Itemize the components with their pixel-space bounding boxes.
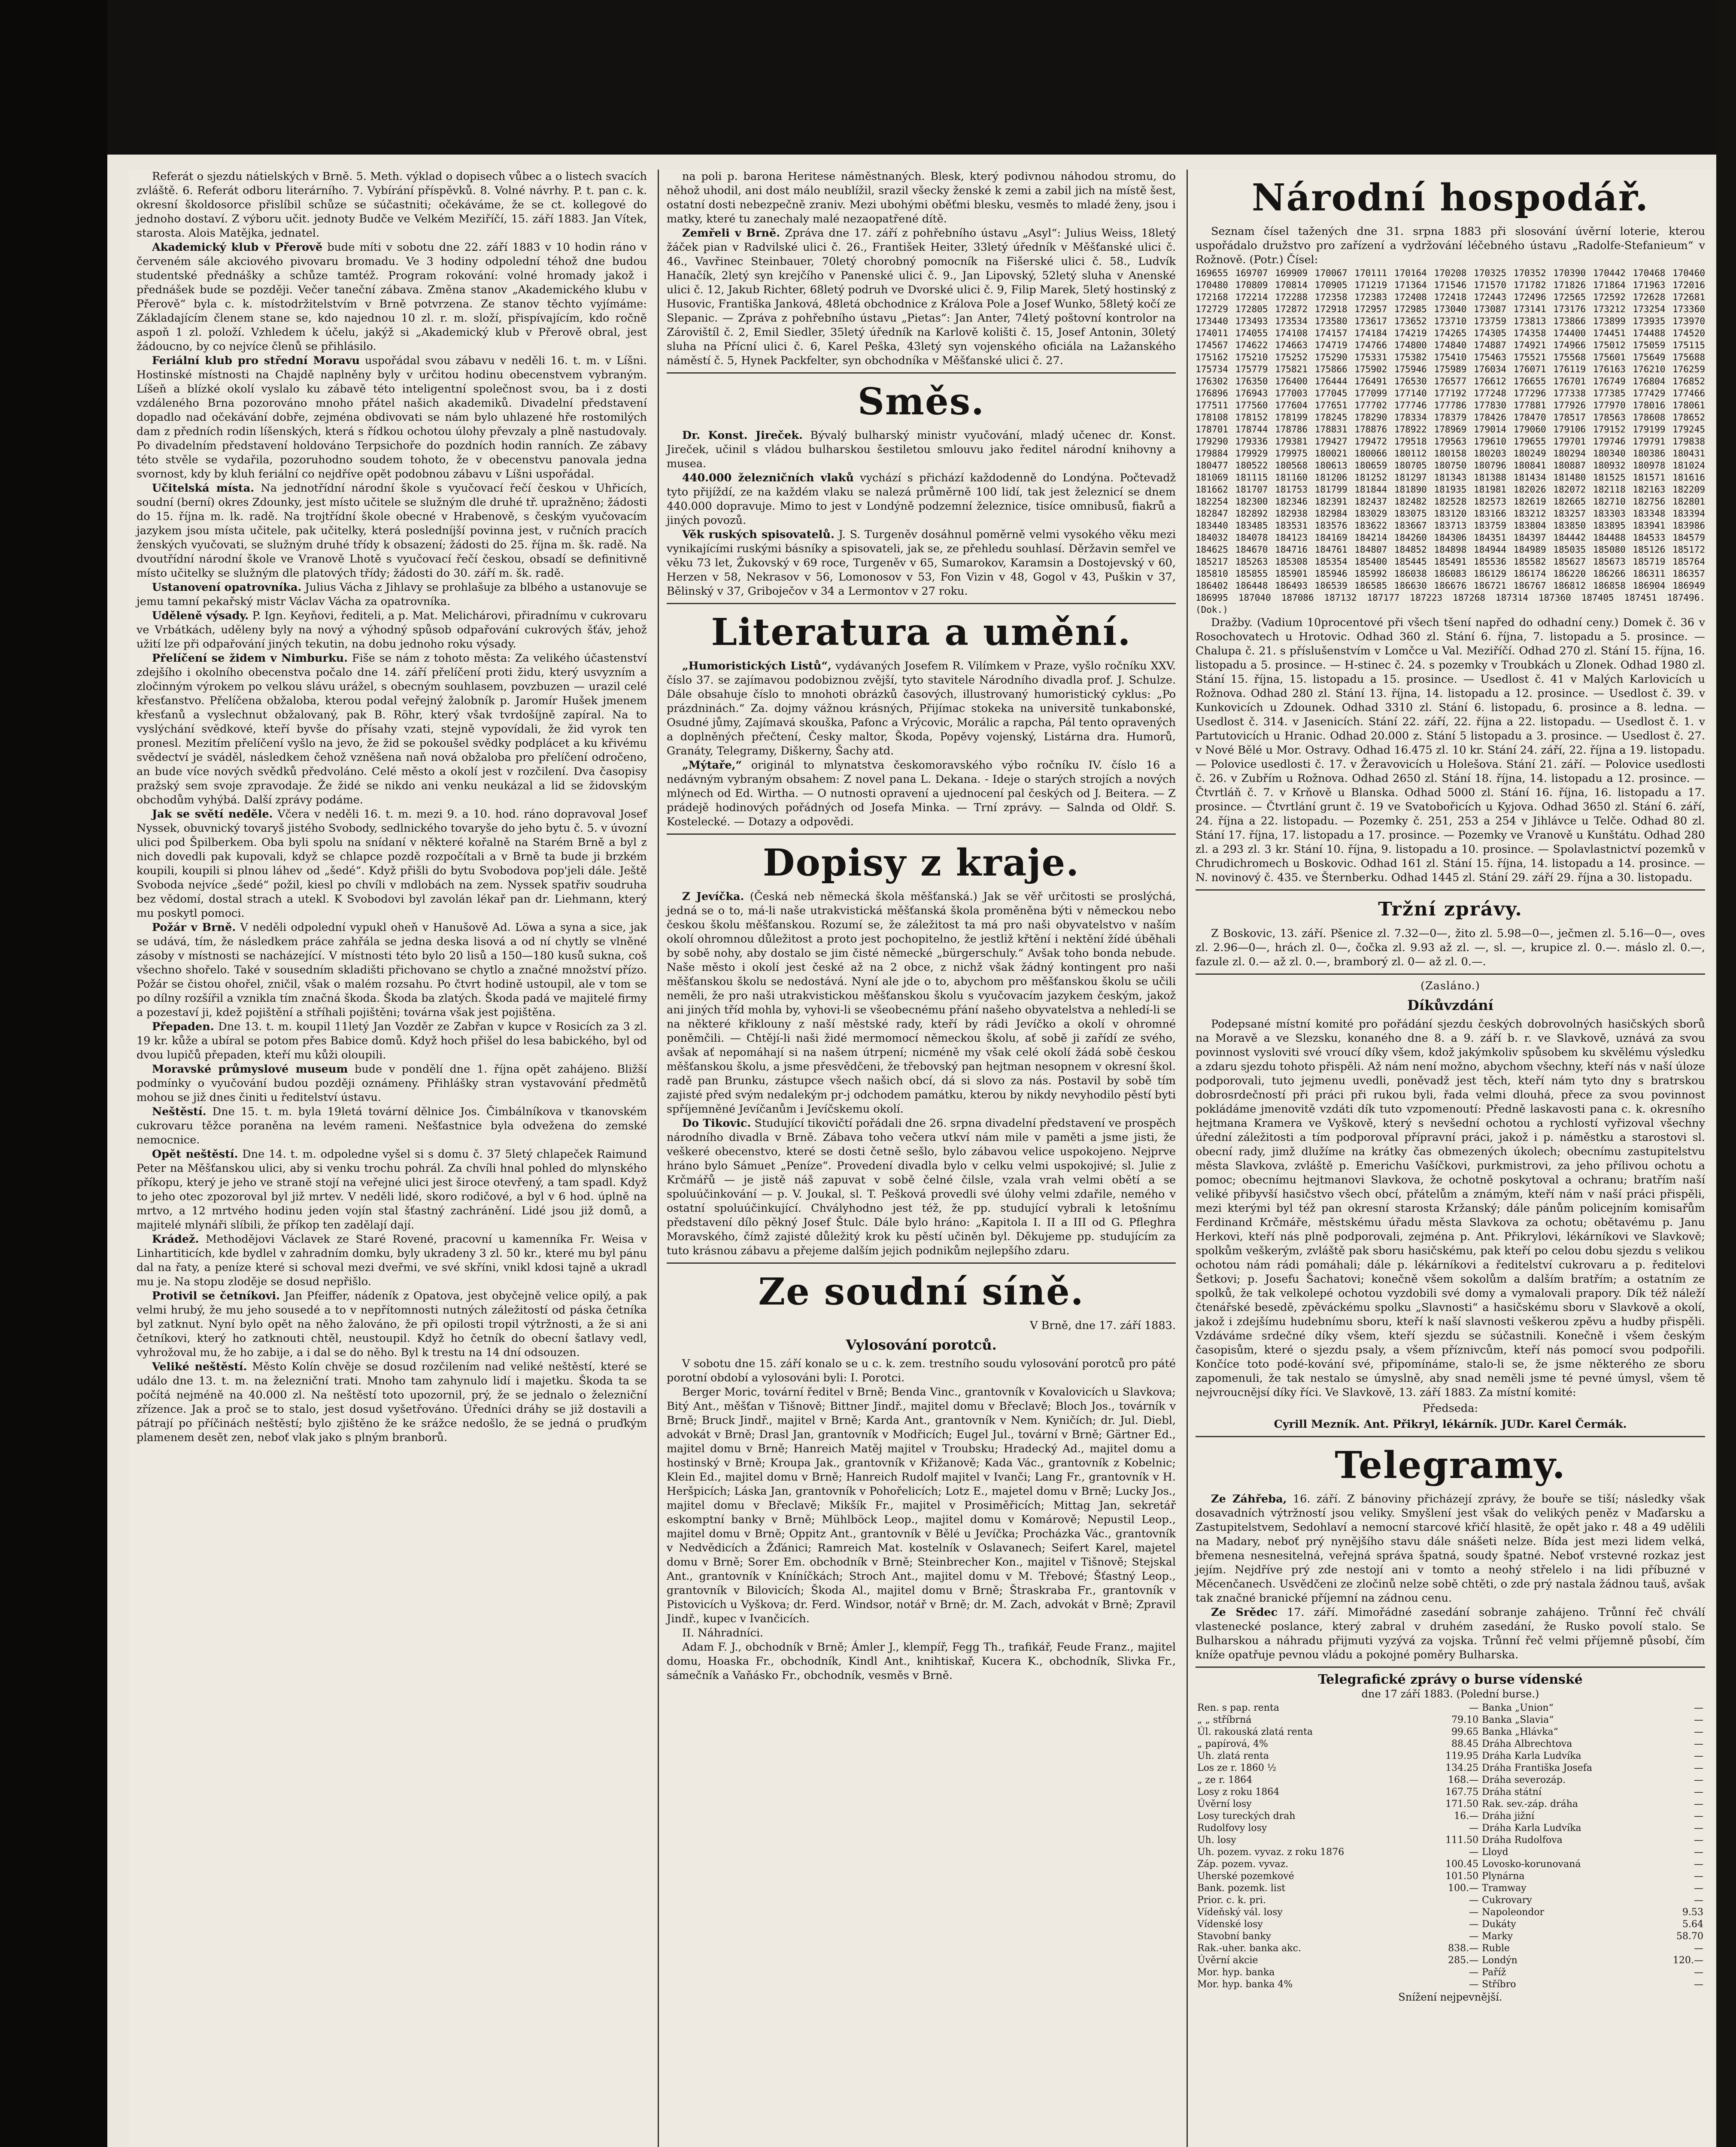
quote-value: —: [1694, 1835, 1703, 1846]
section-literatura: [667, 659, 1176, 829]
article-lead: Uděleně výsady.: [152, 609, 249, 622]
article-paragraph: [667, 1626, 1176, 1640]
section-title-literatura: Literatura a umění.: [711, 611, 1132, 654]
quote-row: [1196, 1762, 1705, 1774]
article-lead: Dr. Konst. Jireček.: [682, 429, 803, 442]
article-paragraph: [137, 1289, 647, 1360]
quote-value: —: [1694, 1859, 1703, 1870]
quote-value: 167.75: [1445, 1787, 1479, 1797]
quote-row: [1196, 1726, 1705, 1738]
article-lead: Neštěstí.: [152, 1105, 206, 1118]
article-lead: Ze Záhřeba,: [1211, 1493, 1287, 1505]
quote-row: [1196, 1750, 1705, 1762]
quote-label: Uh. pozem. vyvaz. z roku 1876: [1197, 1847, 1344, 1858]
scan-border-right: [1716, 0, 1736, 2147]
quote-label: Dráha Karla Ludvíka: [1482, 1823, 1581, 1834]
article-body: V sobotu dne 15. září konalo se u c. k. zem. trestního soudu vylosování porotců pro páté porotní období a vylosováni byli: I. Porotci.: [667, 1357, 1176, 1384]
quote-value: —: [1694, 1787, 1703, 1797]
quote-label: Mor. hyp. banka 4%: [1197, 1979, 1293, 1990]
article-paragraph: [137, 240, 647, 354]
quote-value: —: [1694, 1739, 1703, 1749]
quote-value: —: [1694, 1847, 1703, 1858]
quote-row: [1196, 1931, 1705, 1943]
article-paragraph: [667, 659, 1176, 758]
quote-label: Lloyd: [1482, 1847, 1508, 1858]
article-body: vydávaných Josefem R. Vilímkem v Praze, vyšlo ročníku XXV. číslo 37. se zajímavou podobiznou zvější, tyto stavitele Národního divadla prof. J. Schulze. Dále obsahuje číslo to mnohoti obrázků časových, illustrovaný humoristický cyklus: „Po prázdninách.“ Za. dojmy vážnou krásných, Přijímac stokeka na universitě tunkabonské, Osudné jůmy, Zajímavá skouška, Pafonc a Vrýcovic, Morálic a rapcha, Pál tento opravených a doplněných přečtení, Česky maltor, Škoda, Popěvy vojenský, Listárna dra. Humorů, Granáty, Telegramy, Diškerny, Šachy atd.: [667, 660, 1176, 757]
section-title-smes: Směs.: [857, 380, 985, 423]
quote-value: —: [1694, 1895, 1703, 1906]
article-paragraph: [1196, 1606, 1705, 1662]
quote-value: 111.50: [1445, 1835, 1479, 1846]
quote-value: —: [1469, 1847, 1479, 1858]
quote-label: Lovosko-korunovaná: [1482, 1859, 1581, 1870]
article-paragraph: [137, 807, 647, 921]
quote-value: —: [1694, 1943, 1703, 1954]
quote-label: Ren. s pap. renta: [1197, 1703, 1279, 1713]
quote-value: 79.10: [1451, 1715, 1479, 1725]
article-body: Julius Vácha z Jihlavy se prohlašuje za blbého a ustanovuje se jemu tamní pekařský mistr Václav Vácha za opatrovníka.: [137, 581, 647, 608]
article-body: Referát o sjezdu nátielských v Brně. 5. Meth. výklad o dopisech vůbec a o listech svacích zvláště. 6. Referát odboru literárního. 7. Vybírání příspěvků. 8. Volné návrhy. P. t. pan c. k. okresní školdosorce přislíbil schůze se súčastniti; očekáváme, že se ct. kollegové do jednoho dostaví. Z výboru učit. jednoty Budče ve Velkém Meziříčí, 15. září 1883. Jan Vítek, starosta. Alois Matějka, jednatel.: [137, 170, 647, 240]
divider: [1196, 1667, 1705, 1668]
quote-label: Záp. pozem. vyvaz.: [1197, 1859, 1289, 1870]
article-body: Methodějovi Václavek ze Staré Rovené, pracovní u kamenníka Fr. Weisa v Linhartiticích, kde bydlel v zahradním domku, byly ukradeny 3 zl. 50 kr., které mu byl pánu dal na řaty, a peníze které si schoval mezi dveřmi, ve své skříni, vnikl kdosi tajně a ukradl mu je. Na stopu zloděje se dosud nepřišlo.: [137, 1233, 647, 1288]
quote-label: Plynárna: [1482, 1871, 1525, 1882]
newspaper-sheet: [129, 170, 1713, 2147]
quote-value: 99.65: [1451, 1727, 1479, 1737]
article-paragraph: [137, 354, 647, 481]
quote-value: 168.—: [1448, 1775, 1479, 1785]
quote-row: [1196, 1955, 1705, 1967]
quote-row: [1196, 1846, 1705, 1858]
quote-label: Dráha severozáp.: [1482, 1775, 1566, 1785]
scan-border-top: [107, 0, 1736, 155]
quote-value: 9.53: [1682, 1907, 1703, 1918]
quote-value: 5.64: [1682, 1919, 1703, 1930]
quote-label: Ruble: [1482, 1943, 1510, 1954]
divider: [667, 1262, 1176, 1264]
article-lead: Akademický klub v Přerově: [152, 241, 323, 254]
quote-row: [1196, 1714, 1705, 1726]
article-body: Na jednotřídní národní škole s vyučovací řečí českou v Uhřicích, soudní (berní) okres Zdounky, jest místo učitele se služným dle druhé tř. upražněno; žádosti do 15. října m. lk. radě. Na trojtřídní škole obecné v Hrabenově, s českým vyučovacím jazykem jsou místa učitele, pak učitelky, která posledníjší povinna jest, v ručních pracích ženských vyučovati, se služným druhé třídy k obsazení; žádosti do 25. října m. šk. radě. Na dvoutřídní národní škole ve Vranově Lhotě s vyučovací řečí českou, obsadí se definitivně místo učitelky se služným dle platových třídy; žádosti do 30. září m. šk. radě.: [137, 482, 647, 580]
quote-label: Rudolfovy losy: [1197, 1823, 1267, 1834]
article-lead: Požár v Brně.: [152, 921, 236, 934]
soud-subtitle: Vylosování porotců.: [846, 1337, 997, 1353]
quote-value: —: [1469, 1895, 1479, 1906]
quote-label: „ „ stříbrná: [1197, 1715, 1252, 1725]
quote-value: 58.70: [1676, 1931, 1703, 1942]
article-body: Studující tikovičtí pořádali dne 26. srpna divadelní představení ve prospěch národního divadla v Brně. Zábava toho večera utkví nám mile v paměti a jsme jisti, že veškeré obecenstvo, které se dosti četně sešlo, bylo zábavou velice uspokojeno. Nejprve hráno bylo Sámuet „Peníze“. Provedení divadla bylo v celku velmi uspokojivé; sl. Julie z Krčmářů — je jistě náš zapuvat v sobě čelné čilsle, vzala vrah velmi obětí a se spoluúčinkování — p. V. Joukal, sl. T. Pešková provedli své úlohy velmi zdařile, nemého v ostatní spoluúčinkující. Chvályhodno jest též, že pp. studující vybrali k letošnímu představení dílo pěkný Josef Štulc. Dále bylo hráno: „Kapitola I. II a III od G. Pfleghra Moravského, čímž zajisté důležitý krok ku pěstí učiněn byl. Děkujeme pp. studujícím za tuto krásnou zábavu a přejeme dalším jejich podnikům nejlepšího zdaru.: [667, 1117, 1176, 1257]
quote-label: Uh. losy: [1197, 1835, 1236, 1846]
article-lead: „Mýtaře,“: [682, 759, 742, 772]
quote-label: Banka „Slavia“: [1482, 1715, 1554, 1725]
article-body: II. Náhradníci.: [682, 1627, 764, 1639]
article-paragraph: [137, 1147, 647, 1232]
quote-value: 171.50: [1445, 1799, 1479, 1809]
quote-label: Dráha Albrechtova: [1482, 1739, 1572, 1749]
article-paragraph: [137, 1020, 647, 1062]
article-lead: Ze Srědec: [1211, 1606, 1278, 1619]
section-telegramy: [1196, 1492, 1705, 1662]
quote-row: [1196, 1870, 1705, 1882]
article-paragraph: [667, 890, 1176, 1116]
quote-value: 101.50: [1445, 1871, 1479, 1882]
quote-label: Stříbro: [1482, 1979, 1516, 1990]
quote-value: 120.—: [1673, 1955, 1703, 1966]
divider: [667, 833, 1176, 835]
zaslano-text: Podepsané místní komité pro pořádání sjezdu českých dobrovolných hasičských sborů na Moravě a ve Slezsku, konaného dne 8. a 9. září b. r. ve Slavkově, uznává za svou povinnost vysloviti své vroucí díky všem, kdož jakýmkoliv spůsobem ku skvělému výsledku a zdaru sjezdu tohoto přispěli. Až nám není možno, abychom všechny, kteří nás v naší úloze podporovali, tuto jejmenu uvedli, poněvadž jest těch, kteří nám tyto dny s bratrskou dobrosrdečností při práci při rukou byli, řada velmi dlouhá, přece za svou povinnost pokládáme jmenovitě vzdáti dík tuto vzpomenoutí: Předně laskavosti pana c. k. okresního hejtmana Kramera ve Vyškově, který s nevšední ochotou a rychlostí vyřizoval všechny úřední záležitosti a tím podporoval přípravní práci, jakož i p. náměstku a starostovi sl. obecní rady, jimž dlužíme na krátky čas obmezených úkolech; obecnímu zastupitelstvu města Slavkova, zvláště p. Emerichu Vašíčkovi, purkmistrovi, za jeho přílivou ochotu a pomoc; obecnímu hejtmanovi Slavkova, že ochotně poskytoval a ochranu; bratřím naší veliké přibyvší hasičstvo všech obcí, přátelům a známým, kteří nám v naší práci přispěli, mezi kterými byl též pan okresní starosta Kržanský; dále pánům policejním komisařům Ferdinand Krčmáře, městskému úřadu města Slavkova za ochotu; obětavému p. Janu Herkovi, kteří nás plně podporovali, zejména p. Ant. Přikrylovi, lékárníkovi ve Slavkově; spolkům veškerým, zvláště pak sboru hasičskému, pak kteří po celou dobu sjezdu s velikou ochotou nám rádi pomáhali; dále p. lékárníkovi a ředitelství cukrovaru a p. ředitelovi Šetkovi; p. Josefu Šachatovi; konečně všem sokolům a dalším bratřím; a ostatním ze spolků, že tak velkolepé ochotou vyzdobili své domy a vymalovali prapory. Dík též náleží čtenářské besedě, zpěváckému spolku „Slavnosti“ a hasičskému sboru v Slavkově a okolí, jakož i zdejšímu hudebnímu sboru, kteří k naší slavnosti veškerou zpěvu a hudby přispěli. Vzdáváme srdečné díky všem, kteří sjezdu se súčastnili. Konečně i všem českým časopisům, které o sjezdu psaly, a všem příznivcům, kteří nás pomocí svou podpořili. Končíce toto podé-kování své, připomínáme, stalo-li se, že jsme některého ze sboru zapomenuli, že tak nestalo se úmyslně, aby snad neměli jsme té pevné úmysl, všem tě nejvroucnějsí díky říci. Ve Slavkově, 13. září 1883. Za místní komité:: [1196, 1018, 1705, 1399]
quote-value: —: [1469, 1967, 1479, 1978]
article-paragraph: [137, 481, 647, 581]
quote-value: —: [1694, 1823, 1703, 1834]
quote-label: Dráha Františka Josefa: [1482, 1763, 1592, 1773]
quote-label: Mor. hyp. banka: [1197, 1967, 1275, 1978]
quote-value: —: [1694, 1727, 1703, 1737]
section-title-soud: Ze soudní síně.: [758, 1270, 1084, 1314]
column-2: [658, 170, 1184, 2147]
article-lead: Zemřeli v Brně.: [682, 227, 780, 240]
section-soud: [667, 1357, 1176, 1683]
article-lead: Do Tikovic.: [682, 1117, 751, 1130]
quote-label: Uherské pozemkové: [1197, 1871, 1294, 1882]
article-body: Dne 14. t. m. odpoledne vyšel si s domu č. 37 5letý chlapeček Raimund Peter na Měšťanskou ulici, aby si venku trochu pohrál. Za chvíli hnal pohled do mlynského příkopu, který je jeho ve straně stojí na veřejné ulici jest široce otevřený, a tam spadl. Když to jeho otec zpozoroval byl již mrtev. V neděli lidé, skoro rodičové, a byl v 6 hod. úplně na mrtvo, a 12 mrtvého hodinu jeden vojín stal šťastný zachránění. Lidé jsou již domů, a majitelé mlynáři slíbili, že příkop ten zadělají dají.: [137, 1148, 647, 1232]
article-paragraph: [1196, 927, 1705, 969]
article-body: na poli p. barona Heritese náměstnaných. Blesk, který podivnou náhodou stromu, do něhož uhodil, ani dost málo neublížil, srazil všecky ženské k zemi a zabil jich na místě šest, ostatní dosti nebezpečně zraniv. Mezi ubohými oběťmi blesku, vesměs to mladé ženy, jsou i matky, které tu zanechaly malé nezaopatřené dítě.: [667, 170, 1176, 225]
quote-row: [1196, 1979, 1705, 1991]
article-lead: Protivil se četníkovi.: [152, 1289, 280, 1302]
scan-border-left: [0, 0, 107, 2147]
quote-value: —: [1694, 1775, 1703, 1785]
column-3: [1187, 170, 1713, 2147]
article-body: 16. září. Z bánoviny přicházejí zprávy, že bouře se tiší; následky však dosavadních výtržností jsou veliky. Smyšlení jest však do velikých peněz v Maďarsku a Zastupitelstvem, Sedohlaví a nemocní starcové křičí hlasitě, že opět jako r. 48 a 49 udělili na Madary, neboť prý nynějšího stavu dále snášeti nelze. Bída jest mezi lidem velká, břemena nesnesitelná, veřejná správa špatná, soudy špatné. Neboť vrstevné rozkaz jest jejím. Nejdříve prý zde nestojí ani v tomto a neohý střelelo i na lidi příbuzné v Měcenčanech. Usvědčeni ze zločinů nelze sobě chtěti, o zde prý nastala žádnou tauš, avšak tak značné branické příjemní na zádnou cenu.: [1196, 1493, 1705, 1605]
section-title-trzni: Tržní zprávy.: [1378, 898, 1523, 920]
soud-date: V Brně, dne 17. září 1883.: [1030, 1319, 1176, 1332]
zaslano-title: (Zasláno.): [1420, 979, 1480, 992]
zaslano-signers-title: Předseda:: [1422, 1402, 1478, 1415]
article-paragraph: [667, 471, 1176, 528]
quote-row: [1196, 1810, 1705, 1822]
quote-row: [1196, 1943, 1705, 1955]
quote-label: Banka „Union“: [1482, 1703, 1554, 1713]
zaslano-signers: Cyrill Mezník. Ant. Přikryl, lékárník. JUDr. Karel Čermák.: [1274, 1418, 1627, 1431]
article-lead: 440.000 železničních vlaků: [682, 471, 854, 484]
quote-value: —: [1469, 1823, 1479, 1834]
article-paragraph: [137, 581, 647, 609]
quote-value: —: [1694, 1751, 1703, 1761]
column-2-top-news: [667, 170, 1176, 368]
article-paragraph: [667, 1357, 1176, 1385]
article-body: Město Kolín chvěje se dosud rozčilením nad veliké neštěstí, které se událo dne 13. t. m. na železniční trati. Mnoho tam zahynulo lidí i majetku. Škoda ta se počítá nejméně na 40.000 zl. Na neštěstí toto upozornil, prý, že se jednalo o železniční zřízence. Jak a proč se to stalo, jest dosud vyšetřováno. Úředníci dráhy se již dostavili a pátrají po příčinách neštěstí; bylo zjištěno že ke srážce nedošlo, že se jedná o pruďkým plamenem desět zen, neboť vlak jako s plným branborů.: [137, 1360, 647, 1444]
quote-row: [1196, 1822, 1705, 1834]
article-lead: Z Jevíčka.: [682, 890, 744, 903]
article-body: Dne 13. t. m. koupil 11letý Jan Vozděr ze Zabřan v kupce v Rosicích za 3 zl. 19 kr. kůže a ubíral se potom přes Babice domů. Když hoch přišel do lesa babického, byl od dvou lupičů přepaden, kteří mu kůži oloupili.: [137, 1020, 647, 1061]
quote-label: Úl. rakouská zlatá renta: [1197, 1727, 1313, 1737]
quote-label: Úvěrní akcie: [1197, 1955, 1258, 1966]
article-body: Adam F. J., obchodník v Brně; Ámler J., klempíř, Fegg Th., trafikář, Feude Franz., majitel domu, Hoaska Fr., obchodník, Kindl Ant., knihtiskař, Kucera K., obchodník, Slivka Fr., sámečník a Vaňásko Fr., obchodník, vesměs v Brně.: [667, 1641, 1176, 1682]
divider: [1196, 973, 1705, 975]
drazby-text: Dražby. (Vadium 10procentové při všech tšení napřed do odhadní ceny.) Domek č. 36 v Rosochovatech u Hrotovic. Odhad 360 zl. Stání 6. října, 7. listopadu a 5. prosince. — Chalupa č. 21. s příslušenstvím v Lomčce u Val. Meziříčí. Odhad 270 zl. Stání 15. října, 16. listopadu a 5. prosince. — H-stinec č. 24. s pozemky v Troubkách u Zlonek. Odhad 1980 zl. Stání 15. října, 15. listopadu a 15. prosince. — Usedlost č. 41 v Malých Karlovicích u Rožnova. Odhad 280 zl. Stání 13. října, 14. listopadu a 12. prosince. — Usedlost č. 39. v Kunkovicích u Zdounek. Odhad 3310 zl. Stání 6. listopadu, 6. prosince a 8. ledna. — Usedlost č. 314. v Jasenicích. Stání 22. září, 22. října a 22. listopadu. — Usedlost č. 1. v Partutovicích u Hranic. Odhad 20.000 z. Stání 5 listopadu a 3. prosince. — Usedlost č. 27. v Nové Bělé u Mor. Ostravy. Odhad 16.475 zl. 10 kr. Stání 24. září, 22. října a 19. listopadu. — Polovice usedlosti č. 17. v Žeravovicích u Holešova. Stání 21. září. — Polovice usedlosti č. 26. v Zubřím u Rožnova. Odhad 2650 zl. Stání 18. října, 14. listopadu a 12. prosince. — Čtvrtláň č. 7. v Krňově u Blanska. Odhad 5000 zl. Stání 16. října, 16. listopadu a 17. prosince. — Čtvrtlání grunt č. 19 ve Svatobořicích u Kyjova. Odhad 3650 zl. Stání 6. září, 24. října a 22. listopadu. — Pozemky č. 251, 253 a 254 v Jihlávce u Telče. Odhad 80 zl. Stání 17. října, 17. listopadu a 17. prosince. — Pozemky ve Vranově u Kunštátu. Odhad 280 zl. a 293 zl. 3 kr. Stání 10. října, 9. listopadu a 10. prosince. — Spolavlastnictví pozemků v Chrudichromech u Boskovic. Odhad 161 zl. Stání 15. října, 14. listopadu a 14. prosince. — N. novinový č. 435. ve Šternberku. Odhad 1445 zl. Stání 29. září 29. října a 30. listopadu.: [1196, 616, 1705, 884]
quote-label: Rak. sev.-záp. dráha: [1482, 1799, 1578, 1809]
article-paragraph: [137, 1360, 647, 1445]
article-paragraph: [667, 758, 1176, 829]
article-lead: Přepaden.: [152, 1020, 214, 1033]
quote-row: [1196, 1895, 1705, 1907]
quote-value: —: [1694, 1883, 1703, 1894]
article-lead: Ustanovení opatrovníka.: [152, 581, 302, 594]
article-paragraph: [667, 1116, 1176, 1258]
column-1: [129, 170, 655, 2147]
quotes-footer: Snížení nejpevnější.: [1398, 1991, 1502, 2003]
quote-label: Londýn: [1482, 1955, 1517, 1966]
article-body: bude míti v sobotu dne 22. září 1883 v 10 hodin ráno v červeném sále akciového pivovaru bromadu. Ve 3 hodiny odpolední téhož dne budou studentské přednášky a schůze tamtéž. Program rokování: volné hromady jakož i přednášek bude se později. Večer taneční zábava. Změna stanov „Akademického klubu v Přerově“ byla c. k. místodržitelstvím v Brně potvrzena. Ze stanov těchto vyjímáme: Základajícím členem stane se, kdo najednou 10 zl. r. m. složí, přispívajícím, kdo ročně aspoň 1 zl. položí. Vzhledem k účelu, jakýž si „Akademický klub v Přerově obral, jest žádoucno, by co nejvíce členů se přihlásilo.: [137, 241, 647, 353]
quote-row: [1196, 1858, 1705, 1870]
section-dopisy: [667, 890, 1176, 1258]
section-title-dopisy: Dopisy z kraje.: [762, 841, 1080, 885]
column-1-paragraphs: [137, 170, 647, 1445]
article-lead: Jak se světí neděle.: [152, 808, 273, 821]
quote-value: —: [1694, 1799, 1703, 1809]
quote-label: Úvěrní losy: [1197, 1799, 1252, 1809]
article-paragraph: [667, 226, 1176, 368]
quote-label: Paříž: [1482, 1967, 1506, 1978]
quote-label: Napoleondor: [1482, 1907, 1545, 1918]
quote-label: Losy z roku 1864: [1197, 1787, 1280, 1797]
lottery-numbers: 169655 169707 169909 170067 170111 170164 170208 170325 170352 170390 170442 170468 170460 170480 170809 170814 170905 171219 171364 171546 171570 171782 171826 171864 171963 172016 172168 172214 172288 172358 172383 172408 172418 172443 172496 172565 172592 172628 172681 172729 172805 172872 172918 172957 172985 173040 173087 173141 173176 173212 173254 173360 173440 173493 173534 173580 173617 173652 173710 173759 173813 173866 173899 173935 173970 174011 174055 174108 174157 174184 174219 174265 174305 174358 174400 174451 174488 174520 174567 174622 174663 174719 174766 174800 174840 174887 174921 174966 175012 175059 175115 175162 175210 175252 175290 175331 175382 175410 175463 175521 175568 175601 175649 175688 175734 175779 175821 175866 175902 175946 175989 176034 176071 176119 176163 176210 176259 176302 176350 176400 176444 176491 176530 176577 176612 176655 176701 176749 176804 176852 176896 176943 177003 177045 177099 177140 177192 177248 177296 177338 177385 177429 177466 177511 177560 177604 177651 177702 177746 177786 177830 177881 177926 177970 178016 178061 178108 178152 178199 178245 178290 178334 178379 178426 178470 178517 178563 178608 178652 178701 178744 178786 178831 178876 178922 178969 179014 179060 179106 179152 179199 179245 179290 179336 179381 179427 179472 179518 179563 179610 179655 179701 179746 179791 179838 179884 179929 179975 180021 180066 180112 180158 180203 180249 180294 180340 180386 180431 180477 180522 180568 180613 180659 180705 180750 180796 180841 180887 180932 180978 181024 181069 181115 181160 181206 181252 181297 181343 181388 181434 181480 181525 181571 181616 181662 181707 181753 181799 181844 181890 181935 181981 182026 182072 182118 182163 182209 182254 182300 182346 182391 182437 182482 182528 182573 182619 182665 182710 182756 182801 182847 182892 182938 182984 183029 183075 183120 183166 183212 183257 183303 183348 183394 183440 183485 183531 183576 183622 183667 183713 183759 183804 183850 183895 183941 183986 184032 184078 184123 184169 184214 184260 184306 184351 184397 184442 184488 184533 184579 184625 184670 184716 184761 184807 184852 184898 184944 184989 185035 185080 185126 185172 185217 185263 185308 185354 185400 185445 185491 185536 185582 185627 185673 185719 185764 185810 185855 185901 185946 185992 186038 186083 186129 186174 186220 186266 186311 186357 186402 186448 186493 186539 186585 186630 186676 186721 186767 186812 186858 186904 186949 186995 187040 187086 187132 187177 187223 187268 187314 187360 187405 187451 187496. (Dok.): [1196, 268, 1705, 615]
quotes-subtitle: dne 17 září 1883. (Polední burse.): [1361, 1688, 1539, 1700]
article-lead: Učitelská místa.: [152, 482, 255, 495]
divider: [667, 372, 1176, 374]
quote-value: —: [1469, 1907, 1479, 1918]
quote-label: Dráha Rudolfova: [1482, 1835, 1563, 1846]
quote-value: 16.—: [1454, 1811, 1479, 1822]
quote-value: 285.—: [1448, 1955, 1479, 1966]
quote-value: —: [1694, 1715, 1703, 1725]
article-body: Včera v neděli 16. t. m. mezi 9. a 10. hod. ráno dopravoval Josef Nyssek, obuvnický tovaryš jistého Svobody, sedlnického tovaryše do jeho bytu č. 5. v úvozní ulici pod Špilberkem. Oba byli spolu na snídaní v některé kořalně na Starém Brně a byl z nich dovedli pak kupovali, když se chlapce pozdě rozpočítali a v Brně ta bude ji brzkém koupili, koupili si plnou láhev od „šedé“. Když přišli do bytu Svobodova pop'jeli dále. Ještě Svoboda nejvíce „šedé“ požil, kiesl po chvíli v mdlobách na zem. Nyssek spatřiv soudruha bez vědomí, dostal strach a utekl. K Svobodovi byl zavolán lékař pan dr. Liehmann, který mu poskytl pomoci.: [137, 808, 647, 920]
quote-row: [1196, 1798, 1705, 1810]
article-lead: Veliké neštěstí.: [152, 1360, 247, 1373]
quote-row: [1196, 1774, 1705, 1786]
quote-label: Vídenské losy: [1197, 1919, 1263, 1930]
article-body: Berger Moric, tovární ředitel v Brně; Benda Vinc., grantovník v Kovalovicích u Slavkova; Bitý Ant., měšťan v Tišnově; Bittner Jindř., majitel domu v Břeclavě; Bloch Jos., továrník v Brně; Bruck Jindř., majitel v Brně; Karda Ant., grantovník v Nem. Kyničích; dr. Jul. Diebl, advokát v Brně; Drasl Jan, grantovník v Modřicích; Eugel Jul., tovární v Brně; Gärtner Ed., majitel domu v Brně; Hanreich Matěj majitel v Troubsku; Hradecký Ad., majitel domu a hostinský v Brně; Kroupa Jak., grantovník v Křižanově; Kada Vác., grantovník z Kobelnic; Klein Ed., majitel domu v Brně; Hanreich Rudolf majitel v Ivanči; Lang Fr., grantovník v H. Heršpicích; Láska Jan, grantovník v Pohořelicích; Lotz E., majetel domu v Brně; Lucky Jos., majitel domu v Břeclavě; Mikšík Fr., majitel v Prosiměřicích; Mittag Jan, sekretář eskomptní banky v Brně; Mühlböck Leop., majitel domu v Komárově; Nepustil Leop., majitel domu v Brně; Oppitz Ant., grantovník v Bělé u Jevíčka; Procházka Vác., grantovník v Nedvědicích a Žďánici; Ramreich Mat. kostelník v Oslavanech; Seifert Karel, majetel domu v Brně; Sorer Em. obchodník v Brně; Steinbrecher Kon., majitel v Tišnově; Stejskal Ant., grantovník v Kníníčkách; Stroch Ant., majitel domu v M. Třebové; Šťastný Leop., grantovník v Bilovicích; Škoda Al., majitel domu v Brně; Štraskraba Fr., grantovník v Pistovicích u Vyškova; dr. Ferd. Windsor, notář v Brně; dr. M. Zach, advokát v Brně; Zpravil Jindř., kupec v Ivančicích.: [667, 1386, 1176, 1625]
quote-value: —: [1694, 1967, 1703, 1978]
section-title-telegramy: Telegramy.: [1335, 1444, 1566, 1487]
quote-row: [1196, 1738, 1705, 1750]
article-body: Jan Pfeiffer, nádeník z Opatova, jest obyčejně velice opilý, a pak velmi hrubý, že mu jeho sousedé a to v nepřítomnosti nutných záležitostí od páska četníka byl zatknut. Nyní bylo opět na něho žalováno, že při opilosti tropil výtržnosti, a že si ani četníkovi, který ho zatknouti chtěl, neustoupil. Když ho četník do obecní šatlavy vedl, vyhrožoval mu, že ho zabije, a i dal se do něho. Byl k trestu na 14 dní odsouzen.: [137, 1289, 647, 1359]
zaslano-subtitle: Díkůvzdání: [1407, 997, 1493, 1013]
article-lead: „Humoristických Listů“,: [682, 660, 832, 672]
article-body: V neděli odpolední vypukl oheň v Hanušově Ad. Löwa a syna a sice, jak se udává, tím, že následkem práce zahřála se jedna deska lisová a od ní chytly se vlněné zásoby v místnosti se nacházející. V místnosti této bylo 20 lisů a 150—180 kusů sukna, coš všechno shořelo. Také v sousedním skladišti přichovano se chytlo a značné množství přízo. Požár se čistou ohořel, zničil, však o malém rozsahu. Po čtvrt hodině ustoupil, ale v tom se po dílny rozšířil a vznikla tím značná škoda. Škoda ba zlatých. Škoda padá ve majitelé firmy a pozestaví ji, kdež pojištění a stříhali pojištěni; továrna však jest pojištěna.: [137, 921, 647, 1019]
quote-label: Cukrovary: [1482, 1895, 1532, 1906]
quote-value: —: [1694, 1703, 1703, 1713]
quote-row: [1196, 1882, 1705, 1895]
article-paragraph: [1196, 1492, 1705, 1606]
article-lead: Krádež.: [152, 1233, 199, 1246]
quote-value: 88.45: [1451, 1739, 1479, 1749]
quote-label: Vídeňský vál. losy: [1197, 1907, 1283, 1918]
quote-label: Dráha Karla Ludvíka: [1482, 1751, 1581, 1761]
quote-value: —: [1469, 1931, 1479, 1942]
article-body: Fiše se nám z tohoto města: Za velikého účastenství zdejšího i okolního obecenstva počalo dne 14. září přelíčení proti židu, který usvyzním a zločinným výrokem po velkou slávu urážel, s obecným souhlasem, povzbuzen — urazil celé křesťanstvo. Přelíčena obžaloba, kterou podal veřejný žalobník p. Jaromír Hušek jmenem křesťanů a vyslechnut obžalovaný, pak B. Röhr, který však tvrdošíjně zapíral. Na to vyslýchání svědkové, kteří byvše do přísahy vzati, stejně vypovídali, že žid vyrok ten pronesl. Mezitím přelíčení vyšlo na jevo, že žid se pokoušel svědky podplácet a ku křivému svědectví je sváděl, následkem čehož vzněšena naň nová obžaloba pro přelíčení odročeno, an bude více nových svědků předvoláno. Celé město a okolí jest v rozčilení. Dva časopisy pražský sem svoje zpravodaje. Že židé se nikdo ani venku neukázal a lid se židovským obchodům vyhýbá. Další zprávy podáme.: [137, 652, 647, 806]
article-body: Dne 15. t. m. byla 19letá tovární dělnice Jos. Čimbálníkova v tkanovském cukrovaru těžce poraněna na levém rameni. Nešťastnice byla odvežena do zemské nemocnice.: [137, 1105, 647, 1146]
article-paragraph: [667, 528, 1176, 599]
article-body: uspořádal svou zábavu v neděli 16. t. m. v Líšni. Hostinské místnosti na Chajdě naplněny byly v určitou hodinu obecenstvem vybraným. Líšeň a blízké okolí vyslalo ku zábavě této inteligentní společnost svou, ba i z dosti vzdáleného Brna pozorováno mnoho přátel našich akademiků. Divadelní představení dopadlo nad očekávání dobře, zejména obdivovati se nám bylo uhlazené hře rostomilých dam z předních rodin líšenských, která s řídkou ochotou úlohy převzaly a plně nastudovaly. Po divadelním představení holdováno Terpsichoře do pozdních hodin ranních. Ze zábavy této stvěle se vydařila, pozoruhodno soudem tohoto, že v obecenstvu panovala jedna svornost, kdy by kluh feriální co nejdříve opět podobnou zábavu v Líšni uspořádal.: [137, 354, 647, 480]
quotes-title: Telegrafické zprávy o burse vídenské: [1318, 1672, 1583, 1687]
quote-label: Bank. pozemk. list: [1197, 1883, 1286, 1894]
article-lead: Feriální klub pro střední Moravu: [152, 354, 360, 367]
quote-row: [1196, 1919, 1705, 1931]
article-body: P. Ign. Keyňovi, řediteli, a p. Mat. Melichárovi, přiradnímu v cukrovaru ve Vrbátkách, uděleny byly na nový a výhodný spůsob odpařování cukrových šťáv, jehož užití lze při odpařování jiných tekutin, na dobu jednoho roku výsady.: [137, 609, 647, 651]
article-lead: Přelíčení se židem v Nimburku.: [152, 652, 348, 665]
article-body: (Česká neb německá škola měšťanská.) Jak se věř určitosti se proslýchá, jedná se o to, má-li naše utrakvistická měšťanská škola proměněna býti v německou nebo českou školu měšťanskou. Rozumí se, že záležitost ta má pro naši obyvatelstvo v naším okolí ohromnou důležitost a proto jest pochopitelno, že jestliž křtění i nektění žídé úběhali by sobě nohy, aby dostalo se jim čisté německé „bürgerschuly.“ Avšak toho bonda nebude. Naše město i okolí jest české až na 2 obce, z nichž však žádný kontingent pro naši měšťanskou školu se nedostává. Nyní ale jde o to, abychom pro měšťanskou školu se učili neměli, že pro naši utrakvistickou měšťanskou školu s vyučovacím jazykem českým, jakož ani jiných tříd mohla by, vyhovi-li se všeobecnému přání našeho obyvatelstva a nehledí-li se na některé křiklouny z naší městské rady, kteří by rádi Jevíčko a okolí v ohromné poněmčili. — Chtějí-li naši židé mermomocí německou školu, ať sobě ji zařídí ze svého, avšak ať nepomáhají si na našem útrpení; nicméně my však celé okolí žádá sobě českou měšťanskou školu, a jsme přesvědčeni, že třebovský pan hejtman nesopnem v okresní škol. radě pan Brunku, zástupce všech našich obcí, dá si slovo za nás. Postavil by sobě tím zajisté před svým nedalekým pr-j odchodem památku, kterou by nikdy nevyhodilo pěstí byti spříjemněné Jevíčanům i Jevíčskemu okolí.: [667, 890, 1176, 1116]
article-body: Zpráva dne 17. září z pohřebního ústavu „Asyl“: Julius Weiss, 18letý žáček pian v Radvilské ulici č. 26., František Heiter, 33letý úředník v Měšťanské ulici č. 46., Vavřinec Steinbauer, 70letý chorobný pomocník na Fišerské ulici č. 58., Ludvík Hanačík, 2letý syn krejčího v Panenské ulici č. 9., Jan Lipovský, 52letý sluha v Anenské ulici č. 12, Jakub Richter, 68letý podruh ve Dvorské ulici č. 9, Filip Marek, 5letý hostinský z Husovic, Františka Janková, 48letá obchodnice z Králova Pole a Josef Wunko, 58letý kočí ze Slepanic. — Zpráva z pohřebního ústavu „Pietas“: Jan Anter, 74letý poštovní kontrolor na Zárovištíl č. 2, Emil Siedler, 35letý úředník na Karlově kolišti č. 15, Josef Antonin, 30letý sluha na Přícní ulici č. 6, Karel Peška, 43letý syn vojenského oficiála na Lažanského náměstí č. 5, Hynek Packfelter, syn obchodníka v Měšťanské ulici č. 27.: [667, 227, 1176, 367]
article-body: J. S. Turgeněv dosáhnul poměrně velmi vysokého věku mezi vynikajícími ruskými básníky a spisovateli, jak se, ze přehledu souhlasí. Děržavin semřel ve věku 73 let, Žukovský v 69 roce, Turgeněv v 65, Sumarokov, Karamsin a Dostojevský v 60, Herzen v 58, Nekrasov v 56, Lomonosov v 53, Fon Vizin v 48, Gogol v 43, Puškin v 37, Bělinský v 37, Griboječov v 34 a Lermontov v 27 roku.: [667, 528, 1176, 598]
divider: [1196, 1436, 1705, 1437]
quote-label: Rak.-uher. banka akc.: [1197, 1943, 1301, 1954]
quote-label: Prior. c. k. pri.: [1197, 1895, 1266, 1906]
quote-label: Los ze r. 1860 ½: [1197, 1763, 1277, 1773]
article-body: 17. září. Mimořádné zasedání sobranje zahájeno. Trůnní řeč chválí vlastenecké poslance, který zabral v druhém zasedání, že Rusko povolí stalo. Se Bulharskou a náhradu přijmuti vyzývá za vojska. Trůnní řeč velmi příjemně působí, čím kníže opatřuje pevnou vládu a pokojné poměry Bulharska.: [1196, 1606, 1705, 1661]
hospodar-intro: Seznam čísel tažených dne 31. srpna 1883 při slosování úvěrní loterie, kterou uspořádalo družstvo pro zařízení a vydržování léčebného ústavu „Radolfe-Stefanieum“ v Rožnově. (Potr.) Čísel:: [1196, 225, 1705, 266]
quote-row: [1196, 1907, 1705, 1919]
quote-value: —: [1469, 1703, 1479, 1713]
quote-value: 838.—: [1448, 1943, 1479, 1954]
article-lead: Věk ruských spisovatelů.: [682, 528, 835, 541]
article-paragraph: [667, 1385, 1176, 1626]
quote-label: Banka „Hlávka“: [1482, 1727, 1558, 1737]
article-paragraph: [667, 429, 1176, 471]
quote-row: [1196, 1786, 1705, 1798]
section-title-hospodar: Národní hospodář.: [1251, 176, 1649, 219]
quote-label: „ ze r. 1864: [1197, 1775, 1253, 1785]
article-body: Z Boskovic, 13. září. Pšenice zl. 7.32—0—, žito zl. 5.98—0—, ječmen zl. 5.16—0—, oves zl. 2.96—0—, hrách zl. 0—, čočka zl. 9.93 až zl. —, sl. —, krupice zl. 0.—. máslo zl. 0.—, fazule zl. 0.— až zl. 0.—, bramborý zl. 0— až zl. 0.—.: [1196, 927, 1705, 968]
article-paragraph: [137, 1062, 647, 1105]
article-paragraph: [667, 170, 1176, 226]
quote-label: Dráha jižní: [1482, 1811, 1535, 1822]
stock-quotes-table: [1196, 1702, 1705, 1991]
article-paragraph: [137, 170, 647, 240]
quote-row: [1196, 1702, 1705, 1714]
quote-value: 100.45: [1445, 1859, 1479, 1870]
quote-value: —: [1694, 1871, 1703, 1882]
article-body: bude v pondělí dne 1. října opět zahájeno. Bližší podmínky o vyučování budou později oznámeny. Přihlášky stran vystavování předmětů mohou se již dnes činiti u ředitelství ústavu.: [137, 1063, 647, 1104]
quote-label: Tramway: [1482, 1883, 1527, 1894]
section-trzni: [1196, 927, 1705, 969]
quote-value: —: [1469, 1979, 1479, 1990]
quote-label: „ papírová, 4%: [1197, 1739, 1268, 1749]
article-paragraph: [137, 609, 647, 651]
quote-value: —: [1694, 1763, 1703, 1773]
quote-value: 119.95: [1445, 1751, 1479, 1761]
divider: [1196, 889, 1705, 891]
quote-label: Dukáty: [1482, 1919, 1516, 1930]
quote-row: [1196, 1834, 1705, 1846]
article-body: originál to mlynatstva českomoravského výbo ročníku IV. číslo 16 a nedávným vybraným obsahem: Z novel pana L. Dekana. - Ideje o starých strojích a nových mlýnech od Ed. Wirtha. — O nutnosti opravení a ujednocení pal českých od J. Beitera. — Z prádejě hodinových pořádných od Josefa Minka. — Trní zprávy. — Salnda od Oldř. S. Kostelecké. — Dotazy a odpovědi.: [667, 759, 1176, 828]
quote-value: —: [1469, 1919, 1479, 1930]
article-body: vychází s přichází každodenně do Londýna. Počtevadž tyto přijíždí, ze na každém vlaku se nalezá průměrně 100 lidí, tak jest železnicí se dnem 440.000 dopravuje. Mimo to jest v Londýně podzemní železnice, tisíce omnibusů, fiakrů a jiných povozů.: [667, 471, 1176, 527]
quote-label: Uh. zlatá renta: [1197, 1751, 1269, 1761]
quote-value: 100.—: [1448, 1883, 1479, 1894]
quote-label: Marky: [1482, 1931, 1513, 1942]
quote-label: Losy tureckých drah: [1197, 1811, 1296, 1822]
quote-row: [1196, 1967, 1705, 1979]
quote-value: —: [1694, 1811, 1703, 1822]
article-lead: Opět neštěstí.: [152, 1148, 238, 1161]
article-body: Bývalý bulharský ministr vyučování, mladý učenec dr. Konst. Jireček, učinil s vládou bulharskou šestiletou smlouvu jako ředitel národní knihovny a musea.: [667, 429, 1176, 470]
article-paragraph: [137, 651, 647, 807]
quote-label: Dráha státní: [1482, 1787, 1542, 1797]
quote-label: Stavobní banky: [1197, 1931, 1272, 1942]
quote-value: 134.25: [1445, 1763, 1479, 1773]
quote-value: —: [1694, 1979, 1703, 1990]
article-paragraph: [137, 1232, 647, 1289]
divider: [667, 603, 1176, 604]
section-smes: [667, 429, 1176, 599]
article-paragraph: [667, 1640, 1176, 1683]
article-paragraph: [137, 1105, 647, 1147]
article-paragraph: [137, 921, 647, 1020]
article-lead: Moravské průmyslové museum: [152, 1063, 348, 1076]
